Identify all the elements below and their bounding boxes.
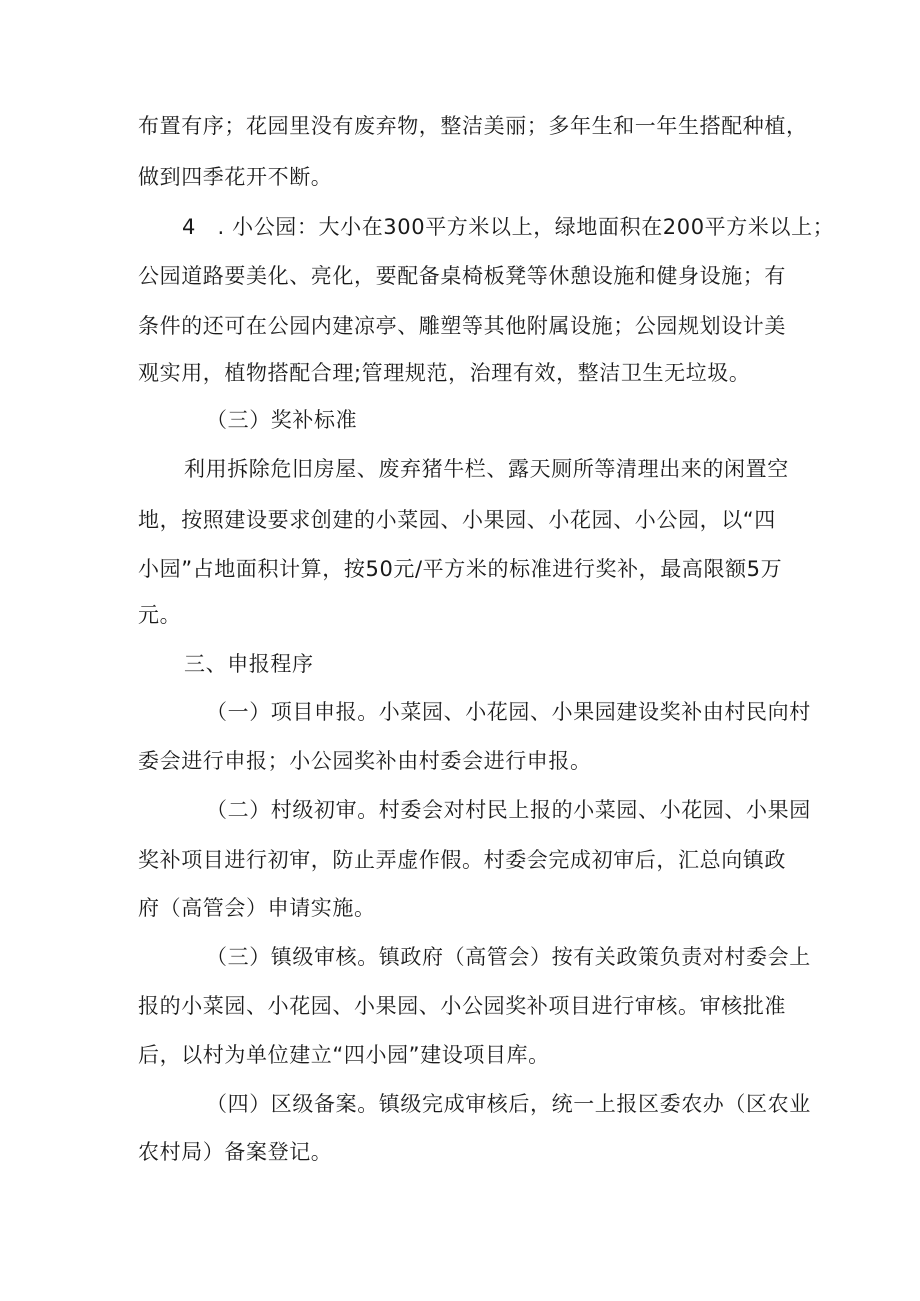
paragraph-line: 观实用，植物搭配合理;管理规范，治理有效，整洁卫生无垃圾。: [138, 361, 751, 385]
paragraph-line: 报的小菜园、小花园、小果园、小公园奖补项目进行审核。审核批准: [138, 994, 786, 1018]
section-heading: （三）奖补标准: [206, 408, 358, 432]
paragraph-line: 4 . 小公园：大小在300平方米以上，绿地面积在200平方米以上；: [182, 215, 835, 239]
paragraph-line: 布置有序；花园里没有废弃物，整洁美丽；多年生和一年生搭配种植，: [138, 114, 808, 138]
paragraph-line: 元。: [138, 603, 182, 627]
paragraph-line: 做到四季花开不断。: [138, 165, 333, 189]
paragraph-line: 府（高管会）申请实施。: [138, 896, 376, 920]
paragraph-line: （二）村级初审。村委会对村民上报的小菜园、小花园、小果园: [206, 798, 811, 822]
paragraph-line: 小园”占地面积计算，按50元/平方米的标准进行奖补，最高限额5万: [138, 557, 783, 581]
paragraph-line: （四）区级备案。镇级完成审核后，统一上报区委农办（区农业: [206, 1092, 811, 1116]
paragraph-line: 委会进行申报；小公园奖补由村委会进行申报。: [138, 749, 592, 773]
paragraph-line: 地，按照建设要求创建的小菜园、小果园、小花园、小公园，以“四: [138, 508, 776, 532]
section-heading: 三、申报程序: [184, 652, 314, 676]
paragraph-line: 利用拆除危旧房屋、废弃猪牛栏、露天厕所等清理出来的闲置空: [184, 457, 789, 481]
paragraph-line: （三）镇级审核。镇政府（高管会）按有关政策负责对村委会上: [206, 945, 811, 969]
paragraph-line: （一）项目申报。小菜园、小花园、小果园建设奖补由村民向村: [206, 700, 811, 724]
paragraph-line: 公园道路要美化、亮化，要配备桌椅板凳等休憩设施和健身设施；有: [138, 264, 786, 288]
paragraph-line: 奖补项目进行初审，防止弄虚作假。村委会完成初审后，汇总向镇政: [138, 848, 786, 872]
paragraph-line: 农村局）备案登记。: [138, 1140, 333, 1164]
paragraph-line: 后，以村为单位建立“四小园”建设项目库。: [138, 1043, 550, 1067]
paragraph-line: 条件的还可在公园内建凉亭、雕塑等其他附属设施；公园规划设计美: [138, 314, 786, 338]
